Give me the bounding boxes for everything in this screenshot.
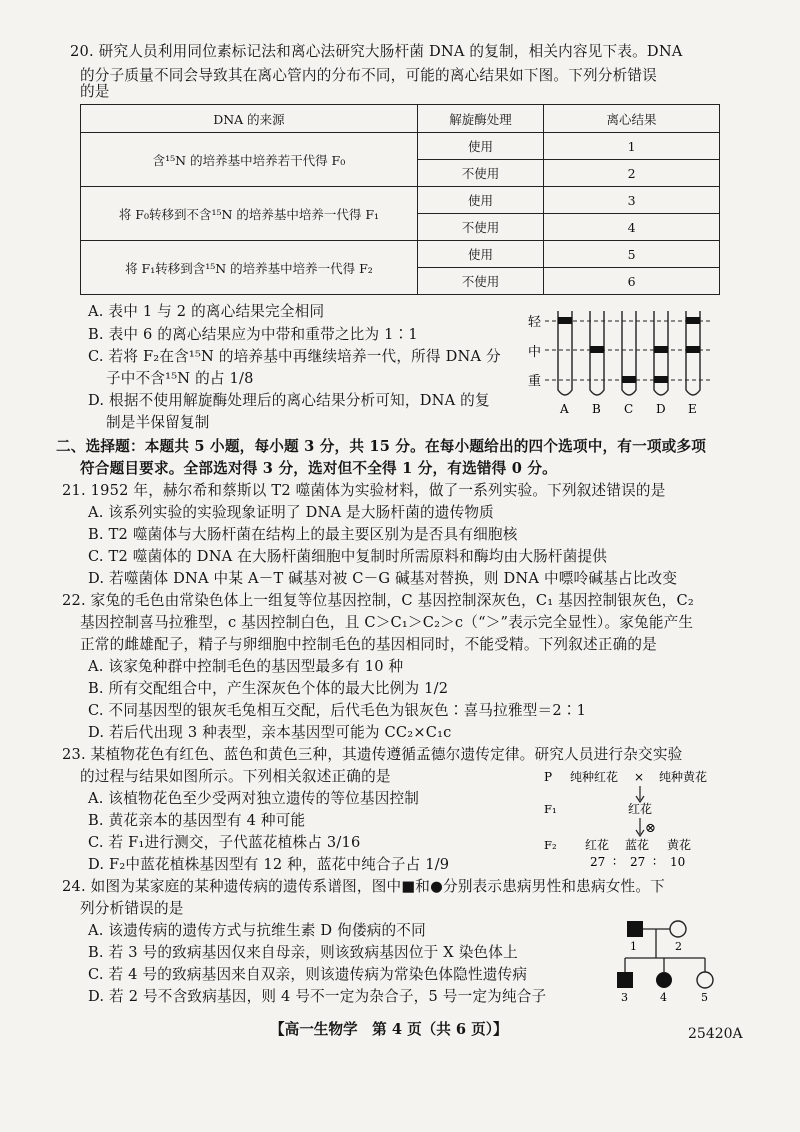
tube-a: [558, 311, 572, 395]
tube-e-band-middle: [686, 346, 700, 353]
tube-c: [622, 311, 636, 395]
q21-option-d: D. 若噬菌体 DNA 中某 A－T 碱基对被 C－G 碱基对替换，则 DNA 中嘌呤碱基占比改变: [88, 570, 678, 587]
cell-treatment: 使用: [417, 133, 543, 160]
label-middle: 中: [528, 345, 542, 360]
cell-treatment: 使用: [417, 187, 543, 214]
header-helicase: 解旋酶处理: [417, 105, 543, 133]
label-heavy: 重: [528, 374, 542, 389]
header-source: DNA 的来源: [81, 105, 418, 133]
page-footer: 【高一生物学 第 4 页（共 6 页）】: [270, 1021, 508, 1038]
tube-a-band-light: [558, 317, 572, 324]
header-result: 离心结果: [544, 105, 720, 133]
q21-option-c: C. T2 噬菌体的 DNA 在大肠杆菌细胞中复制时所需原料和酶均由大肠杆菌提供: [88, 548, 608, 565]
pedigree-affected-male-icon: [627, 921, 643, 937]
source-f1: 将 F₀转移到不含¹⁵N 的培养基中培养一代得 F₁: [81, 187, 418, 241]
source-f2: 将 F₁转移到含¹⁵N 的培养基中培养一代得 F₂: [81, 241, 418, 295]
cell-treatment: 使用: [417, 241, 543, 268]
tube-e-band-light: [686, 317, 700, 324]
section2-line2: 符合题目要求。全部选对得 3 分，选对但不全得 1 分，有选错得 0 分。: [80, 460, 557, 477]
pedigree-normal-female-icon: [697, 972, 713, 988]
q22-option-a: A. 该家兔种群中控制毛色的基因型最多有 10 种: [88, 658, 404, 675]
q20-option-a: A. 表中 1 与 2 的离心结果完全相同: [88, 303, 325, 320]
ratio-red: 27: [590, 855, 606, 869]
cell-result: 5: [544, 241, 720, 268]
cross-times: ×: [634, 770, 645, 784]
q22-option-b: B. 所有交配组合中，产生深灰色个体的最大比例为 1/2: [88, 680, 449, 697]
q23-option-b: B. 黄花亲本的基因型有 4 种可能: [88, 812, 306, 829]
selfing-icon: ⊗: [645, 821, 656, 836]
q24-option-b: B. 若 3 号的致病基因仅来自母亲，则该致病基因位于 X 染色体上: [88, 944, 518, 961]
exam-code: 25420A: [688, 1026, 743, 1042]
tube-label-e: E: [688, 402, 697, 416]
q20-option-d-line2: 制是半保留复制: [106, 414, 210, 431]
cell-result: 6: [544, 268, 720, 295]
table-row: [81, 187, 720, 214]
pedigree-label-2: 2: [675, 940, 682, 953]
q21-option-b: B. T2 噬菌体与大肠杆菌在结构上的最主要区别为是否具有细胞核: [88, 526, 518, 543]
pedigree-label-3: 3: [621, 991, 628, 1004]
tube-label-c: C: [624, 402, 634, 416]
q23-stem-line2: 的过程与结果如图所示。下列相关叙述正确的是: [80, 768, 391, 785]
q20-stem-line1: 20. 研究人员利用同位素标记法和离心法研究大肠杆菌 DNA 的复制，相关内容见下表。DNA: [70, 43, 683, 60]
q20-option-c-line2: 子中不含¹⁵N 的占 1/8: [106, 370, 254, 387]
q20-option-c-line1: C. 若将 F₂在含¹⁵N 的培养基中再继续培养一代，所得 DNA 分: [88, 348, 501, 365]
q24-option-d: D. 若 2 号不含致病基因，则 4 号不一定为杂合子，5 号一定为纯合子: [88, 988, 547, 1005]
ratio-yellow: 10: [670, 855, 686, 869]
pedigree-label-1: 1: [630, 940, 637, 953]
table-row: [81, 241, 720, 268]
q21-option-a: A. 该系列实验的实验现象证明了 DNA 是大肠杆菌的遗传物质: [88, 504, 494, 521]
q23-stem-line1: 23. 某植物花色有红色、蓝色和黄色三种，其遗传遵循孟德尔遗传定律。研究人员进行杂交实验: [62, 746, 683, 763]
tube-e: [686, 311, 700, 395]
pedigree-affected-female-icon: [656, 972, 672, 988]
ratio-colon-2: ∶: [653, 855, 657, 869]
tube-label-d: D: [656, 402, 666, 416]
q23-option-c: C. 若 F₁进行测交，子代蓝花植株占 3/16: [88, 834, 361, 851]
cross-f1-label: F₁: [544, 802, 557, 816]
section2-line1: 二、选择题：本题共 5 小题，每小题 3 分，共 15 分。在每小题给出的四个选项中，有一项或多项: [56, 438, 707, 455]
cross-f2-red: 红花: [585, 838, 610, 852]
q22-stem-line2: 基因控制喜马拉雅型，c 基因控制白色，且 C＞C₁＞C₂＞c（“＞”表示完全显性）。家兔能产生: [80, 614, 694, 631]
tube-b-band-middle: [590, 346, 604, 353]
q21-stem: 21. 1952 年，赫尔希和蔡斯以 T2 噬菌体为实验材料，做了一系列实验。下列叙述错误的是: [62, 482, 666, 499]
tube-b: [590, 311, 604, 395]
q23-option-a: A. 该植物花色至少受两对独立遗传的等位基因控制: [88, 790, 420, 807]
table-row: [81, 133, 720, 160]
cross-red-parent: 纯种红花: [570, 770, 619, 784]
q22-stem-line1: 22. 家兔的毛色由常染色体上一组复等位基因控制，C 基因控制深灰色，C₁ 基因控制银灰色，C₂: [62, 592, 694, 609]
pedigree-affected-male-icon: [617, 972, 633, 988]
cell-treatment: 不使用: [417, 268, 543, 295]
q22-option-d: D. 若后代出现 3 种表型，亲本基因型可能为 CC₂×C₁c: [88, 724, 452, 741]
ratio-blue: 27: [630, 855, 646, 869]
q22-option-c: C. 不同基因型的银灰毛兔相互交配，后代毛色为银灰色∶喜马拉雅型＝2∶1: [88, 702, 587, 719]
cross-yellow-parent: 纯种黄花: [659, 770, 708, 784]
cross-f2-blue: 蓝花: [625, 838, 650, 852]
tube-d-band-middle: [654, 346, 668, 353]
source-f0: 含¹⁵N 的培养基中培养若干代得 F₀: [81, 133, 418, 187]
tube-d: [654, 311, 668, 395]
q20-option-d-line1: D. 根据不使用解旋酶处理后的离心结果分析可知，DNA 的复: [88, 392, 490, 409]
q20-option-b: B. 表中 6 的离心结果应为中带和重带之比为 1∶1: [88, 326, 418, 343]
arrow-down-icon: [636, 796, 644, 802]
cell-result: 1: [544, 133, 720, 160]
q23-option-d: D. F₂中蓝花植株基因型有 12 种，蓝花中纯合子占 1/9: [88, 856, 450, 873]
pedigree-label-5: 5: [701, 991, 708, 1004]
cell-result: 2: [544, 160, 720, 187]
cross-f2-label: F₂: [544, 838, 557, 852]
cell-treatment: 不使用: [417, 214, 543, 241]
table-header-row: [81, 105, 720, 133]
cross-p-label: P: [544, 770, 553, 784]
dna-table: [80, 104, 720, 295]
tube-d-band-heavy: [654, 376, 668, 383]
cell-treatment: 不使用: [417, 160, 543, 187]
tube-label-a: A: [560, 402, 569, 416]
q20-stem-line3: 的是: [80, 83, 110, 100]
pedigree-label-4: 4: [660, 991, 667, 1004]
label-light: 轻: [528, 315, 542, 330]
tube-label-b: B: [592, 402, 601, 416]
pedigree-normal-female-icon: [670, 921, 686, 937]
q22-stem-line3: 正常的雌雄配子，精子与卵细胞中控制毛色的基因相同时，不能受精。下列叙述正确的是: [80, 636, 657, 653]
q24-stem-line1: 24. 如图为某家庭的某种遗传病的遗传系谱图，图中■和●分别表示患病男性和患病女性。下: [62, 878, 665, 895]
q24-option-a: A. 该遗传病的遗传方式与抗维生素 D 佝偻病的不同: [88, 922, 426, 939]
cell-result: 4: [544, 214, 720, 241]
cell-result: 3: [544, 187, 720, 214]
tube-c-band-heavy: [622, 376, 636, 383]
arrow-down-icon: [636, 830, 644, 836]
q24-stem-line2: 列分析错误的是: [80, 900, 184, 917]
cross-f2-yellow: 黄花: [667, 838, 692, 852]
ratio-colon-1: ∶: [613, 855, 617, 869]
q24-option-c: C. 若 4 号的致病基因来自双亲，则该遗传病为常染色体隐性遗传病: [88, 966, 528, 983]
cross-f1-phenotype: 红花: [628, 802, 653, 816]
q20-stem-line2: 的分子质量不同会导致其在离心管内的分布不同，可能的离心结果如下图。下列分析错误: [80, 67, 657, 84]
